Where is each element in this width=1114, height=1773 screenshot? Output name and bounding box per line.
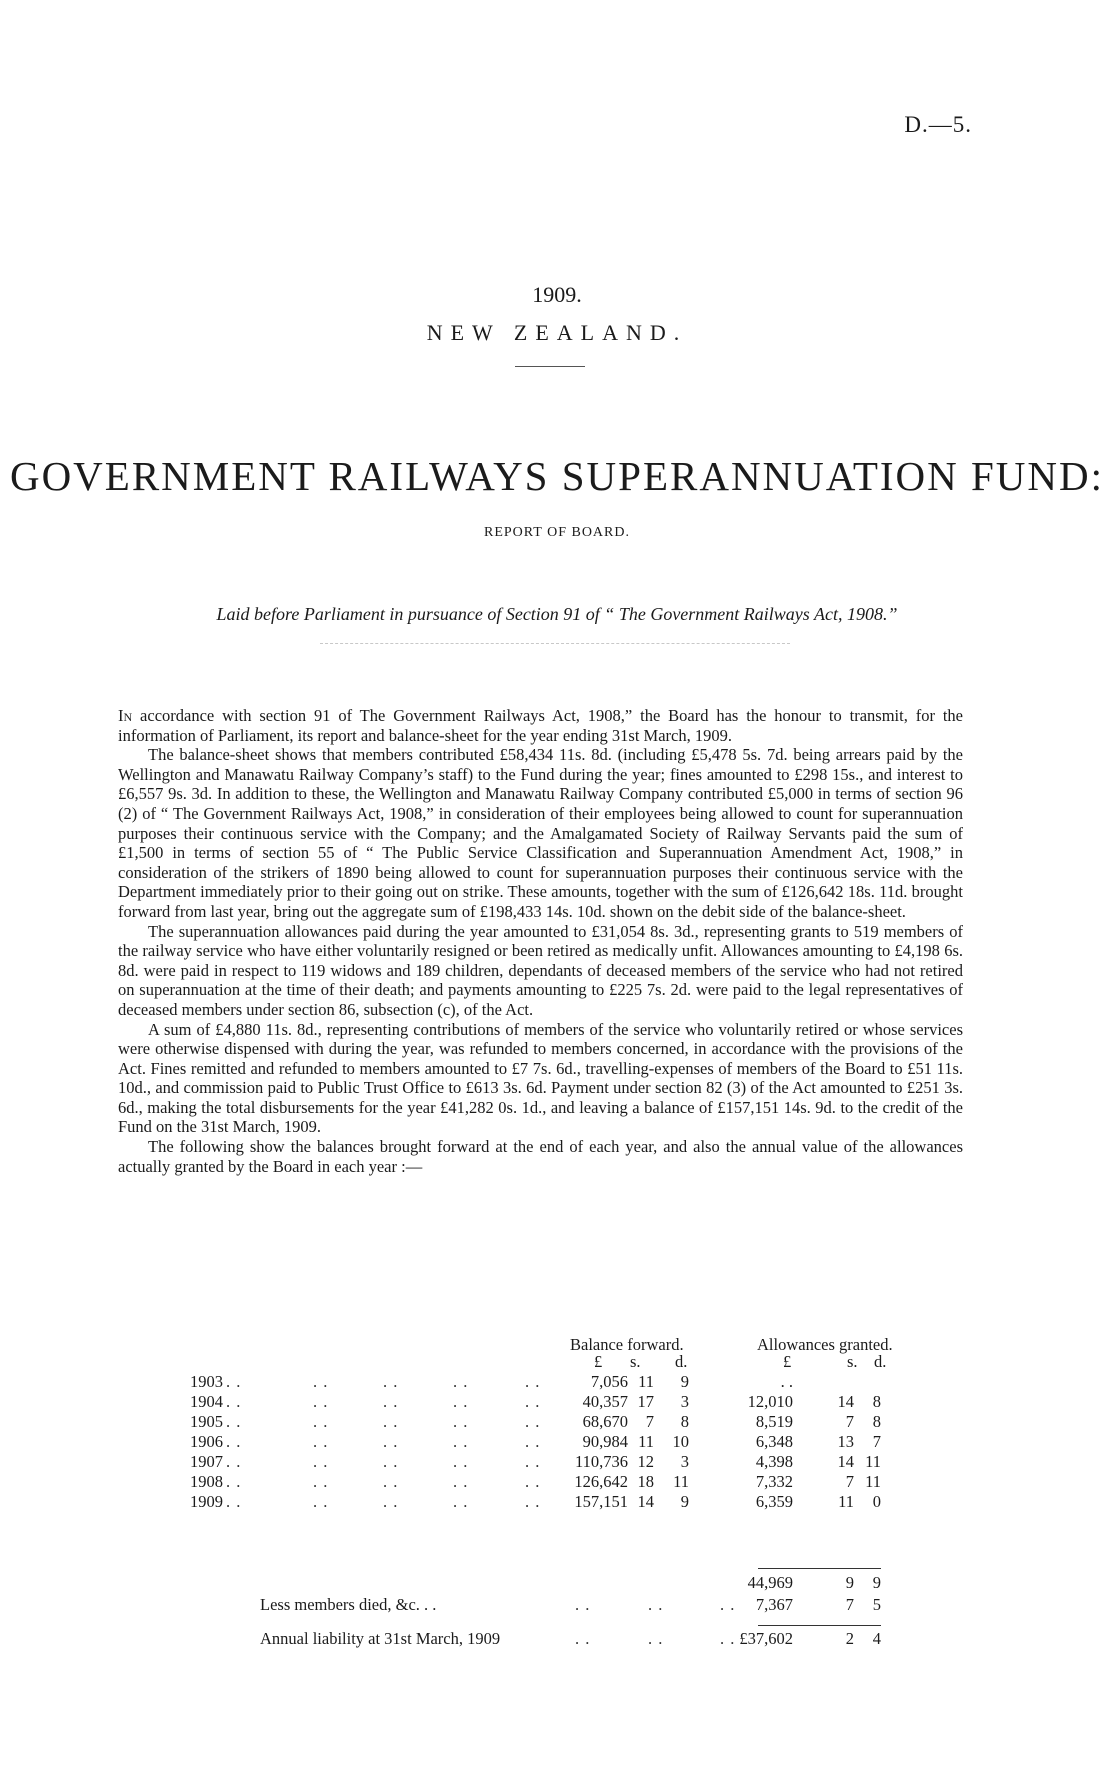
report-year: 1909. bbox=[532, 282, 582, 307]
row-leader-dots: . . bbox=[525, 1372, 541, 1391]
row-allow-pence: 0 bbox=[872, 1492, 881, 1511]
row-year: 1906 bbox=[190, 1432, 223, 1451]
less-pounds: 7,367 bbox=[755, 1595, 793, 1614]
row-leader-dots: . . bbox=[453, 1432, 469, 1451]
row-balance-pence: 9 bbox=[680, 1372, 689, 1391]
annual-pounds: £37,602 bbox=[739, 1629, 793, 1648]
row-leader-dots: . . bbox=[383, 1372, 399, 1391]
row-year: 1909 bbox=[190, 1492, 223, 1511]
row-allow-shillings: 13 bbox=[837, 1432, 854, 1451]
row-allow-shillings: 11 bbox=[838, 1492, 854, 1511]
less-members-label: Less members died, &c. . . bbox=[260, 1595, 437, 1614]
annual-shillings: 2 bbox=[845, 1629, 854, 1648]
row-leader-dots: . . bbox=[383, 1412, 399, 1431]
row-leader-dots: . . bbox=[313, 1412, 329, 1431]
report-subtitle: REPORT OF BOARD. bbox=[484, 525, 630, 540]
annual-liability-label: Annual liability at 31st March, 1909 bbox=[260, 1629, 501, 1648]
paragraph-1 bbox=[118, 706, 963, 745]
row-allow-pounds: 6,359 bbox=[755, 1492, 793, 1511]
row-leader-dots: . . bbox=[453, 1412, 469, 1431]
row-leader-dots: . . bbox=[383, 1492, 399, 1511]
allow-pence-unit: d. bbox=[874, 1352, 887, 1371]
row-allow-shillings: 7 bbox=[845, 1412, 854, 1431]
row-allow-pence: 8 bbox=[872, 1392, 881, 1411]
row-balance-shillings: 11 bbox=[638, 1432, 654, 1451]
row-leader-dots: . . bbox=[226, 1392, 242, 1411]
row-balance-pounds: 110,736 bbox=[574, 1452, 628, 1471]
allowances-granted-header: Allowances granted. bbox=[757, 1335, 893, 1354]
country-heading: NEW ZEALAND. bbox=[426, 320, 688, 345]
annual-pence: 4 bbox=[872, 1629, 881, 1648]
row-leader-dots: . . bbox=[313, 1452, 329, 1471]
row-balance-pounds: 126,642 bbox=[574, 1472, 628, 1491]
row-balance-pence: 8 bbox=[680, 1412, 689, 1431]
balance-pounds-unit: £ bbox=[594, 1352, 603, 1371]
parliament-note: Laid before Parliament in pursuance of Section 91 of “ The Government Railways Act, 1908.” bbox=[216, 604, 898, 624]
row-balance-pence: 11 bbox=[673, 1472, 689, 1491]
annual-leader-dots-2: . . bbox=[648, 1629, 664, 1648]
paragraph-5: The following show the balances brought forward at the end of each year, and also the annual value of the allowances actually granted by the Board in each year :— bbox=[118, 1137, 963, 1176]
row-year: 1905 bbox=[190, 1412, 223, 1431]
row-balance-pence: 3 bbox=[680, 1392, 689, 1411]
row-balance-pounds: 68,670 bbox=[582, 1412, 628, 1431]
row-balance-shillings: 17 bbox=[637, 1392, 654, 1411]
row-year: 1907 bbox=[190, 1452, 223, 1471]
row-balance-pounds: 40,357 bbox=[582, 1392, 628, 1411]
less-shillings: 7 bbox=[845, 1595, 854, 1614]
title-divider bbox=[515, 366, 585, 367]
row-balance-pounds: 157,151 bbox=[574, 1492, 628, 1511]
row-leader-dots: . . bbox=[226, 1432, 242, 1451]
balance-shillings-unit: s. bbox=[630, 1352, 641, 1371]
row-balance-pence: 9 bbox=[680, 1492, 689, 1511]
subtotal-rule bbox=[758, 1568, 881, 1569]
row-leader-dots: . . bbox=[313, 1492, 329, 1511]
row-leader-dots: . . bbox=[453, 1472, 469, 1491]
page-reference: D.—5. bbox=[904, 112, 972, 137]
balance-pence-unit: d. bbox=[675, 1352, 688, 1371]
row-allow-pounds: 12,010 bbox=[747, 1392, 793, 1411]
row-allow-pounds: . . bbox=[780, 1372, 793, 1391]
row-leader-dots: . . bbox=[313, 1392, 329, 1411]
subtotal-pounds: 44,969 bbox=[747, 1573, 793, 1592]
row-leader-dots: . . bbox=[313, 1432, 329, 1451]
row-year: 1904 bbox=[190, 1392, 223, 1411]
row-allow-pounds: 4,398 bbox=[755, 1452, 793, 1471]
paragraph-1-text: accordance with section 91 of The Government Railways Act, 1908,” the Board has the honour to transmit, for the information of Parliament, its report and balance-sheet for the year ending 31st March, 1909. bbox=[118, 706, 963, 745]
row-leader-dots: . . bbox=[525, 1472, 541, 1491]
row-leader-dots: . . bbox=[525, 1412, 541, 1431]
row-leader-dots: . . bbox=[383, 1432, 399, 1451]
row-leader-dots: . . bbox=[525, 1392, 541, 1411]
row-balance-shillings: 7 bbox=[645, 1412, 654, 1431]
row-leader-dots: . . bbox=[226, 1492, 242, 1511]
report-body bbox=[118, 706, 963, 1176]
row-leader-dots: . . bbox=[383, 1392, 399, 1411]
subtotal-shillings: 9 bbox=[845, 1573, 854, 1592]
balance-forward-header: Balance forward. bbox=[570, 1335, 684, 1354]
row-leader-dots: . . bbox=[525, 1432, 541, 1451]
allow-shillings-unit: s. bbox=[847, 1352, 858, 1371]
row-allow-pence: 7 bbox=[872, 1432, 881, 1451]
row-year: 1908 bbox=[190, 1472, 223, 1491]
paragraph-2: The balance-sheet shows that members contributed £58,434 11s. 8d. (including £5,478 5s. 7d. being arrears paid by the Wellington and Manawatu Railway Company’s staff) to the Fund during the year; fines amounted to £298 15s., and interest to £6,557 9s. 3d. In addition to these, the Wellington and Manawatu Railway Company contributed £5,000 in terms of section 96 (2) of “ The Government Railways Act, 1908,” in consideration of their employees being allowed to count for superannuation purposes their continuous service with the Company; and the Amalgamated Society of Railway Servants paid the sum of £1,500 in terms of section 55 of “ The Public Service Classification and Superannuation Amendment Act, 1908,” in consideration of the strikers of 1890 being allowed to count for superannuation purposes their continuous service with the Department immediately prior to their going out on strike. These amounts, together with the sum of £126,642 18s. 11d. brought forward from last year, bring out the aggregate sum of £198,433 14s. 10d. shown on the debit side of the balance-sheet. bbox=[118, 745, 963, 921]
row-balance-pence: 3 bbox=[680, 1452, 689, 1471]
row-balance-shillings: 11 bbox=[638, 1372, 654, 1391]
row-allow-shillings: 14 bbox=[837, 1392, 854, 1411]
row-leader-dots: . . bbox=[226, 1372, 242, 1391]
row-allow-pence: 11 bbox=[865, 1452, 881, 1471]
paragraph-4: A sum of £4,880 11s. 8d., representing contributions of members of the service who voluntarily retired or whose services were otherwise dispensed with during the year, was refunded to members concerned, in accordance with the provisions of the Act. Fines remitted and refunded to members amounted to £7 7s. 6d., travelling-expenses of members of the Board to £51 11s. 10d., and commission paid to Public Trust Office to £613 3s. 6d. Payment under section 82 (3) of the Act amounted to £251 3s. 6d., making the total disbursements for the year £41,282 0s. 1d., and leaving a balance of £157,151 14s. 9d. to the credit of the Fund on the 31st March, 1909. bbox=[118, 1019, 963, 1137]
row-balance-shillings: 14 bbox=[637, 1492, 654, 1511]
row-leader-dots: . . bbox=[313, 1372, 329, 1391]
row-allow-pounds: 7,332 bbox=[755, 1472, 793, 1491]
row-allow-shillings: 7 bbox=[845, 1472, 854, 1491]
row-allow-pence: 8 bbox=[872, 1412, 881, 1431]
row-leader-dots: . . bbox=[383, 1452, 399, 1471]
subtotal-pence: 9 bbox=[872, 1573, 881, 1592]
total-rule bbox=[758, 1625, 881, 1626]
annual-leader-dots-1: . . bbox=[575, 1629, 591, 1648]
row-leader-dots: . . bbox=[383, 1472, 399, 1491]
page-title: GOVERNMENT RAILWAYS SUPERANNUATION FUND: bbox=[9, 453, 1105, 499]
row-balance-pounds: 90,984 bbox=[582, 1432, 628, 1451]
row-allow-pence: 11 bbox=[865, 1472, 881, 1491]
annual-leader-dots-3: . . bbox=[720, 1629, 736, 1648]
row-leader-dots: . . bbox=[453, 1492, 469, 1511]
row-leader-dots: . . bbox=[226, 1412, 242, 1431]
less-leader-dots-1: . . bbox=[575, 1595, 591, 1614]
less-pence: 5 bbox=[872, 1595, 881, 1614]
row-allow-shillings: 14 bbox=[837, 1452, 854, 1471]
row-balance-shillings: 12 bbox=[637, 1452, 654, 1471]
row-leader-dots: . . bbox=[525, 1452, 541, 1471]
row-allow-pounds: 8,519 bbox=[755, 1412, 793, 1431]
row-year: 1903 bbox=[190, 1372, 223, 1391]
row-leader-dots: . . bbox=[313, 1472, 329, 1491]
drop-word: In bbox=[118, 706, 133, 725]
row-leader-dots: . . bbox=[525, 1492, 541, 1511]
row-leader-dots: . . bbox=[453, 1372, 469, 1391]
row-leader-dots: . . bbox=[453, 1392, 469, 1411]
row-leader-dots: . . bbox=[226, 1452, 242, 1471]
row-balance-pence: 10 bbox=[672, 1432, 689, 1451]
row-balance-shillings: 18 bbox=[637, 1472, 654, 1491]
row-balance-pounds: 7,056 bbox=[590, 1372, 628, 1391]
allow-pounds-unit: £ bbox=[783, 1352, 792, 1371]
paragraph-3: The superannuation allowances paid during the year amounted to £31,054 8s. 3d., representing grants to 519 members of the railway service who have either voluntarily resigned or been retired as medically unfit. Allowances amounting to £4,198 6s. 8d. were paid in respect to 119 widows and 189 children, dependants of deceased members of the service who had not retired on superannuation at the time of their death; and payments amounting to £225 7s. 2d. were paid to the legal representatives of deceased members under section 86, subsection (c), of the Act. bbox=[118, 921, 963, 1019]
row-leader-dots: . . bbox=[226, 1472, 242, 1491]
row-leader-dots: . . bbox=[453, 1452, 469, 1471]
row-allow-pounds: 6,348 bbox=[755, 1432, 793, 1451]
less-leader-dots-2: . . bbox=[648, 1595, 664, 1614]
section-divider bbox=[320, 643, 790, 644]
less-leader-dots-3: . . bbox=[720, 1595, 736, 1614]
